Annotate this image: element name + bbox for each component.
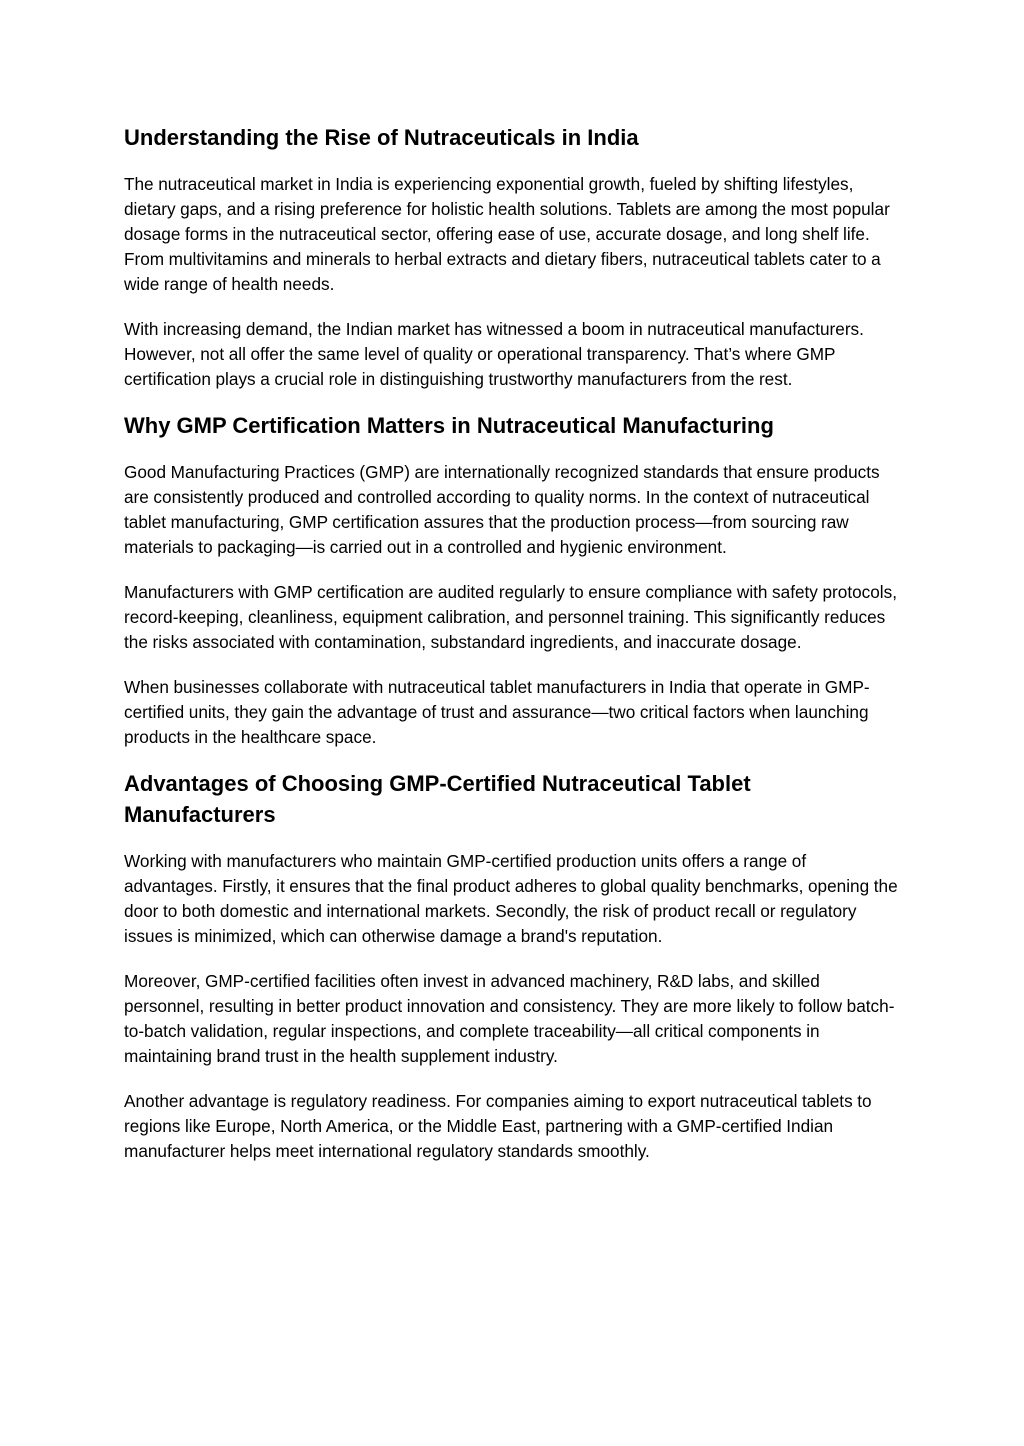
section-rise-of-nutraceuticals xyxy=(124,122,900,392)
section-why-gmp-matters xyxy=(124,410,900,750)
paragraph: Good Manufacturing Practices (GMP) are internationally recognized standards that ensure products are consistently produced and controlled according to quality norms. In the context of nutraceutical tablet manufacturing, GMP certification assures that the production process—from sourcing raw materials to packaging—is carried out in a controlled and hygienic environment. xyxy=(124,462,880,557)
paragraph: When businesses collaborate with nutraceutical tablet manufacturers in India that operate in GMP-certified units, they gain the advantage of trust and assurance—two critical factors when launching products in the healthcare space. xyxy=(124,677,870,747)
paragraph: The nutraceutical market in India is experiencing exponential growth, fueled by shifting lifestyles, dietary gaps, and a rising preference for holistic health solutions. Tablets are among the most popular dosage forms in the nutraceutical sector, offering ease of use, accurate dosage, and long shelf life. From multivitamins and minerals to herbal extracts and dietary fibers, nutraceutical tablets cater to a wide range of health needs. xyxy=(124,174,890,294)
paragraph: Working with manufacturers who maintain GMP-certified production units offers a range of advantages. Firstly, it ensures that the final product adheres to global quality benchmarks, opening the door to both domestic and international markets. Secondly, the risk of product recall or regulatory issues is minimized, which can otherwise damage a brand's reputation. xyxy=(124,851,898,946)
paragraph: Moreover, GMP-certified facilities often invest in advanced machinery, R&D labs, and skilled personnel, resulting in better product innovation and consistency. They are more likely to follow batch-to-batch validation, regular inspections, and complete traceability—all critical components in maintaining brand trust in the health supplement industry. xyxy=(124,971,895,1066)
section-heading: Understanding the Rise of Nutraceuticals in India xyxy=(124,125,639,150)
paragraph: Manufacturers with GMP certification are audited regularly to ensure compliance with safety protocols, record-keeping, cleanliness, equipment calibration, and personnel training. This significantly reduces the risks associated with contamination, substandard ingredients, and inaccurate dosage. xyxy=(124,582,897,652)
section-heading: Why GMP Certification Matters in Nutraceutical Manufacturing xyxy=(124,413,774,438)
paragraph: With increasing demand, the Indian market has witnessed a boom in nutraceutical manufacturers. However, not all offer the same level of quality or operational transparency. That’s where GMP certification plays a crucial role in distinguishing trustworthy manufacturers from the rest. xyxy=(124,319,864,389)
document-page xyxy=(124,122,900,1164)
section-heading: Advantages of Choosing GMP-Certified Nutraceutical Tablet Manufacturers xyxy=(124,771,751,827)
section-advantages-gmp-certified xyxy=(124,768,900,1164)
paragraph: Another advantage is regulatory readiness. For companies aiming to export nutraceutical tablets to regions like Europe, North America, or the Middle East, partnering with a GMP-certified Indian manufacturer helps meet international regulatory standards smoothly. xyxy=(124,1091,872,1161)
